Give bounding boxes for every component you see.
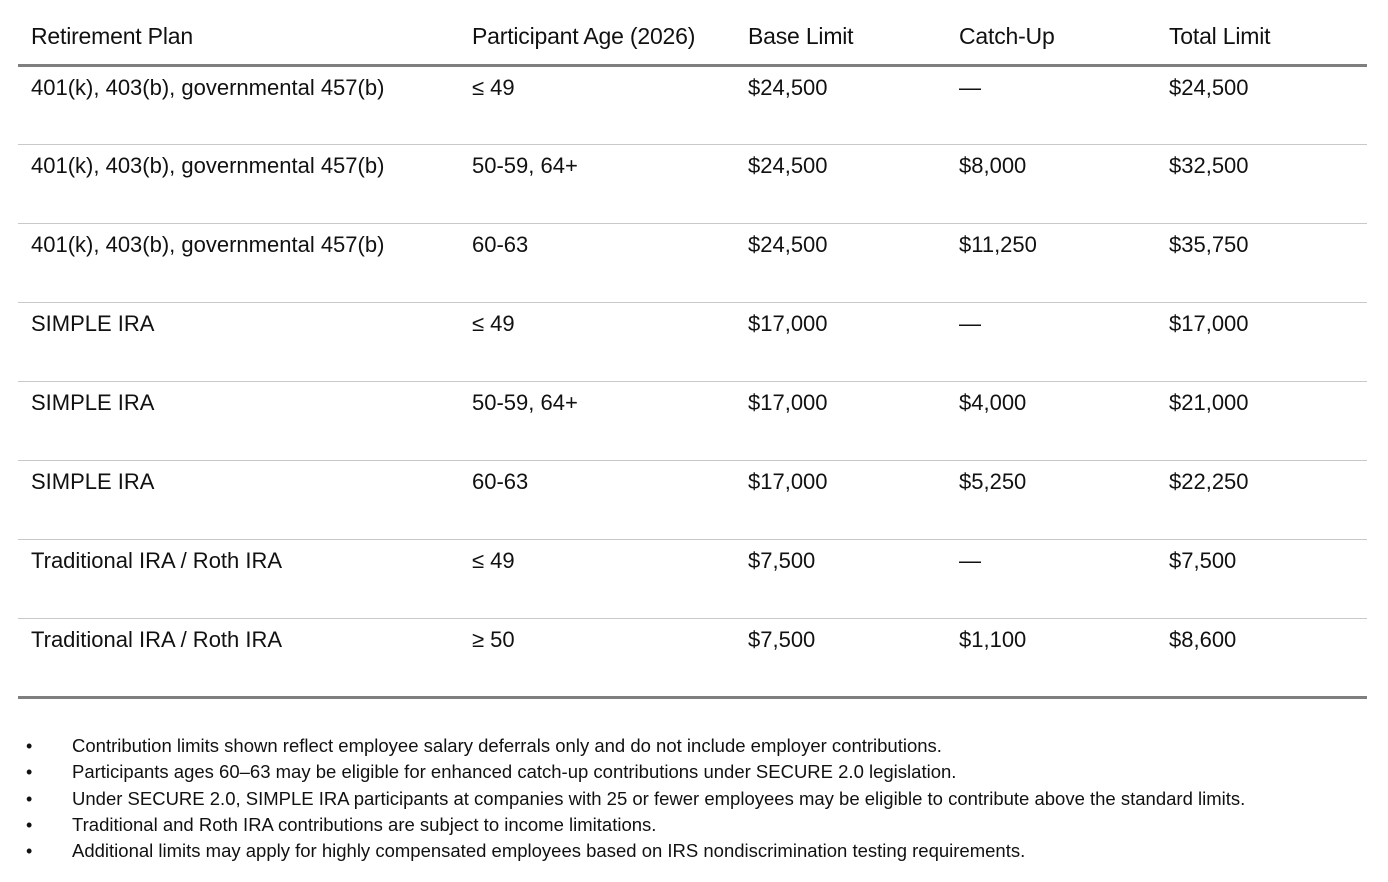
cell-age: ≤ 49 (459, 539, 735, 618)
cell-catch-up: — (946, 539, 1156, 618)
contribution-limits-table-container (18, 0, 1367, 699)
table-header (18, 0, 1367, 65)
footnote-text: Traditional and Roth IRA contributions are subject to income limitations. (72, 813, 657, 835)
cell-plan: 401(k), 403(b), governmental 457(b) (18, 65, 459, 144)
footnote-text: Under SECURE 2.0, SIMPLE IRA participants at companies with 25 or fewer employees may be eligible to contribute above the standard limits. (72, 787, 1246, 809)
cell-total-limit: $17,000 (1156, 302, 1367, 381)
cell-age: 50-59, 64+ (459, 144, 735, 223)
bullet-icon: • (26, 814, 33, 835)
table-row (18, 460, 1367, 539)
header-total-limit: Total Limit (1156, 0, 1367, 65)
cell-total-limit: $7,500 (1156, 539, 1367, 618)
cell-age: 50-59, 64+ (459, 381, 735, 460)
cell-catch-up: $8,000 (946, 144, 1156, 223)
cell-plan: 401(k), 403(b), governmental 457(b) (18, 223, 459, 302)
cell-plan: SIMPLE IRA (18, 381, 459, 460)
cell-age: 60-63 (459, 460, 735, 539)
footnote-item (26, 838, 1245, 864)
footnotes-list (26, 733, 1245, 864)
header-row (18, 0, 1367, 65)
cell-plan: SIMPLE IRA (18, 460, 459, 539)
table-row (18, 65, 1367, 144)
cell-catch-up: $11,250 (946, 223, 1156, 302)
cell-plan: SIMPLE IRA (18, 302, 459, 381)
table-row (18, 302, 1367, 381)
cell-total-limit: $24,500 (1156, 65, 1367, 144)
cell-plan: Traditional IRA / Roth IRA (18, 539, 459, 618)
cell-total-limit: $22,250 (1156, 460, 1367, 539)
contribution-limits-table (18, 0, 1367, 699)
cell-catch-up: $5,250 (946, 460, 1156, 539)
footnote-item (26, 759, 1245, 785)
cell-catch-up: $4,000 (946, 381, 1156, 460)
cell-total-limit: $35,750 (1156, 223, 1367, 302)
table-row (18, 223, 1367, 302)
header-base-limit: Base Limit (735, 0, 946, 65)
bullet-icon: • (26, 788, 33, 809)
cell-base-limit: $7,500 (735, 539, 946, 618)
cell-total-limit: $8,600 (1156, 618, 1367, 697)
footnote-item (26, 786, 1245, 812)
cell-base-limit: $24,500 (735, 65, 946, 144)
cell-base-limit: $17,000 (735, 381, 946, 460)
cell-catch-up: $1,100 (946, 618, 1156, 697)
cell-catch-up: — (946, 65, 1156, 144)
footnote-item (26, 812, 1245, 838)
header-participant-age: Participant Age (2026) (459, 0, 735, 65)
table-row (18, 539, 1367, 618)
table-body (18, 65, 1367, 697)
footnote-text: Contribution limits shown reflect employee salary deferrals only and do not include employer contributions. (72, 735, 942, 756)
bullet-icon: • (26, 736, 33, 756)
cell-total-limit: $21,000 (1156, 381, 1367, 460)
cell-base-limit: $24,500 (735, 223, 946, 302)
cell-age: 60-63 (459, 223, 735, 302)
cell-plan: Traditional IRA / Roth IRA (18, 618, 459, 697)
cell-total-limit: $32,500 (1156, 144, 1367, 223)
cell-age: ≤ 49 (459, 65, 735, 144)
footnote-text: Participants ages 60–63 may be eligible for enhanced catch-up contributions under SECURE 2.0 legislation. (72, 761, 957, 783)
table-row (18, 144, 1367, 223)
cell-plan: 401(k), 403(b), governmental 457(b) (18, 144, 459, 223)
cell-age: ≥ 50 (459, 618, 735, 697)
table-row (18, 381, 1367, 460)
cell-base-limit: $17,000 (735, 460, 946, 539)
cell-base-limit: $17,000 (735, 302, 946, 381)
cell-catch-up: — (946, 302, 1156, 381)
header-catch-up: Catch-Up (946, 0, 1156, 65)
footnote-item (26, 733, 1245, 759)
cell-base-limit: $7,500 (735, 618, 946, 697)
bullet-icon: • (26, 841, 33, 862)
cell-age: ≤ 49 (459, 302, 735, 381)
table-row (18, 618, 1367, 697)
bullet-icon: • (26, 762, 33, 783)
footnote-text: Additional limits may apply for highly compensated employees based on IRS nondiscrimination testing requirements. (72, 840, 1026, 862)
cell-base-limit: $24,500 (735, 144, 946, 223)
header-retirement-plan: Retirement Plan (18, 0, 459, 65)
